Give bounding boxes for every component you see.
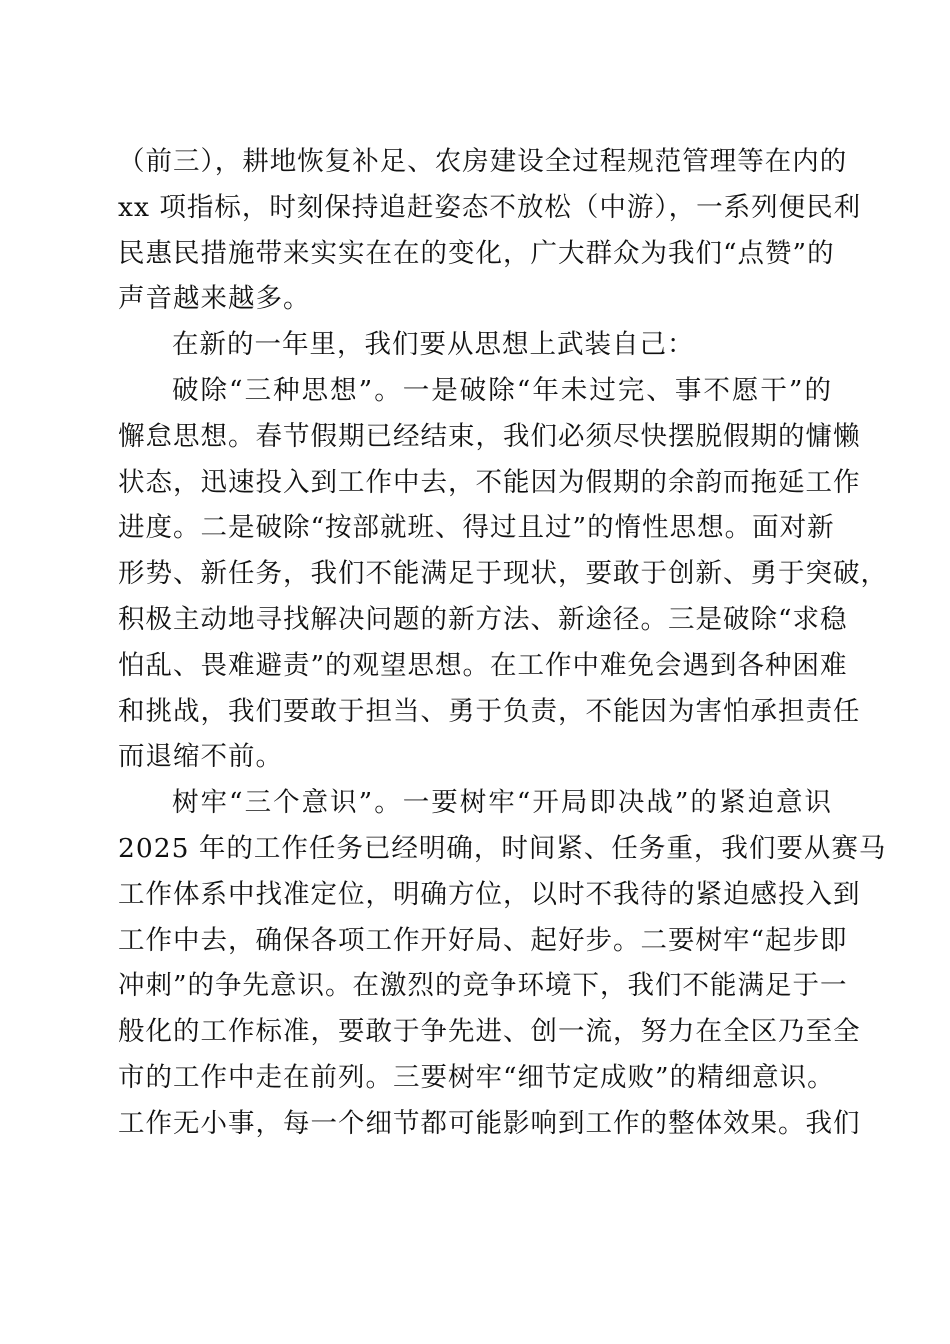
text-line: 2025 年的工作任务已经明确，时间紧、任务重，我们要从赛马: [118, 832, 887, 864]
text-line: 工作体系中找准定位，明确方位，以时不我待的紧迫感投入到: [118, 878, 861, 910]
text-line: 工作无小事，每一个细节都可能影响到工作的整体效果。我们: [118, 1107, 861, 1139]
text-line: （前三），耕地恢复补足、农房建设全过程规范管理等在内的: [118, 146, 848, 177]
text-line: xx 项指标，时刻保持追赶姿态不放松（中游），一系列便民利: [118, 191, 862, 223]
text-line: 冲刺”的争先意识。在激烈的竞争环境下，我们不能满足于一: [118, 970, 848, 1002]
text-line: 声音越来越多。: [118, 283, 311, 315]
paragraph-lead-line: 破除“三种思想”。一是破除“年未过完、事不愿干”的: [172, 374, 832, 406]
paragraph-lead-line: 在新的一年里，我们要从思想上武装自己：: [172, 329, 695, 361]
text-line: 进度。二是破除“按部就班、得过且过”的惰性思想。面对新: [118, 512, 835, 544]
text-line: 形势、新任务，我们不能满足于现状，要敢于创新、勇于突破，: [118, 558, 888, 590]
text-line: 和挑战，我们要敢于担当、勇于负责，不能因为害怕承担责任: [118, 695, 861, 727]
text-line: 积极主动地寻找解决问题的新方法、新途径。三是破除“求稳: [118, 603, 848, 635]
text-line: 怕乱、畏难避责”的观望思想。在工作中难免会遇到各种困难: [118, 649, 848, 681]
text-line: 状态，迅速投入到工作中去，不能因为假期的余韵而拖延工作: [118, 466, 861, 498]
text-line: 工作中去，确保各项工作开好局、起好步。二要树牢“起步即: [118, 924, 848, 956]
text-line: 般化的工作标准，要敢于争先进、创一流，努力在全区乃至全: [118, 1016, 861, 1048]
text-line: 而退缩不前。: [118, 741, 283, 773]
body-text: [118, 139, 888, 1147]
text-line: 民惠民措施带来实实在在的变化，广大群众为我们“点赞”的: [118, 237, 835, 269]
text-line: 市的工作中走在前列。三要树牢“细节定成败”的精细意识。: [118, 1061, 835, 1093]
text-line: 懈怠思想。春节假期已经结束，我们必须尽快摆脱假期的慵懒: [118, 420, 861, 452]
paragraph-lead-line: 树牢“三个意识”。一要树牢“开局即决战”的紧迫意识: [172, 787, 832, 819]
